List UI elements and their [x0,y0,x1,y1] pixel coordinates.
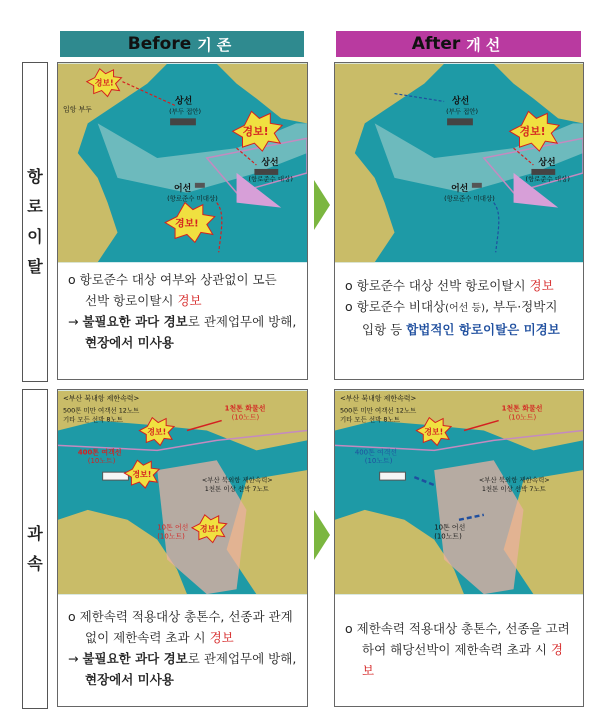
svg-text:상선: 상선 [452,96,470,107]
svg-text:경보!: 경보! [175,218,199,230]
svg-text:500톤 미만 여객선 12노트: 500톤 미만 여객선 12노트 [62,406,140,415]
panel-speed-before [57,389,308,707]
svg-text:(10노트): (10노트) [87,457,116,466]
speed-before-text: o 제한속력 적용대상 총톤수, 선종과 관계 없이 제한속력 초과 시 경보 → 불필요한 과다 경보로 관제업무에 방해, 현장에서 미사용 [68,609,297,687]
svg-text:(10노트): (10노트) [231,413,260,422]
svg-text:(10노트): (10노트) [508,413,537,422]
svg-text:경보!: 경보! [199,524,219,534]
svg-text:상선: 상선 [261,157,279,168]
route-after-text: o 항로준수 대상 선박 항로이탈시 경보 o 항로준수 비대상(어선 등), 부두·정박지 입항 등 합법적인 항로이탈은 미경보 [345,278,560,337]
next-arrow-icon-2 [314,510,330,560]
row-label-speeding: 과 속 [22,389,48,709]
svg-text:(부두 접안): (부두 접안) [169,107,202,116]
svg-text:기타 모든 선박 8노트: 기타 모든 선박 8노트 [339,415,400,424]
svg-text:1천톤 화물선: 1천톤 화물선 [501,404,543,413]
svg-text:(10노트): (10노트) [364,457,393,466]
before-header-en: Before [127,34,192,54]
svg-text:(항로준수 대상): (항로준수 대상) [525,174,570,183]
panel-speed-after [334,389,584,707]
before-header-ko: 기존 [197,35,237,54]
svg-text:경보!: 경보! [94,78,114,88]
svg-text:(항로준수 미대상): (항로준수 미대상) [444,194,495,203]
speed-map-after [335,390,583,595]
route-map-after [335,63,583,263]
panel-route-before [57,62,308,380]
merchant-label: 상선 [175,96,193,107]
svg-text:1천톤 이상 선박 7노트: 1천톤 이상 선박 7노트 [204,485,269,494]
ship-icon [380,472,406,480]
speed-map-before [58,390,307,595]
before-header [60,31,304,57]
svg-text:경보!: 경보! [132,470,152,480]
svg-text:400톤 여객선: 400톤 여객선 [77,448,122,457]
busan-inner-title: <부산 북내항 제한속력> [62,394,140,403]
svg-text:(항로준수 미대상): (항로준수 미대상) [167,194,218,203]
svg-text:기타 모든 선박 8노트: 기타 모든 선박 8노트 [62,415,123,424]
after-header [336,31,581,57]
svg-text:(10노트): (10노트) [434,532,462,541]
svg-text:(부두 접안): (부두 접안) [446,107,479,116]
svg-text:400톤 여객선: 400톤 여객선 [354,448,398,457]
panel-route-after [334,62,584,380]
svg-text:경보!: 경보! [424,427,444,437]
ship-icon [447,118,473,125]
svg-text:경보!: 경보! [242,125,269,139]
fishing-boat-label: 어선 [174,183,192,194]
svg-text:<부산 북외항 제한속력>: <부산 북외항 제한속력> [201,476,273,485]
svg-text:경보!: 경보! [519,125,546,139]
speed-after-text: o 제한속력 적용대상 총톤수, 선종을 고려 하여 해당선박이 제한속력 초과 시 경보 [345,621,570,678]
svg-text:어선: 어선 [451,183,469,194]
svg-text:10톤 어선: 10톤 어선 [434,523,466,532]
route-before-text: o 항로준수 대상 여부와 상관없이 모든 선박 항로이탈시 경보 → 불필요한 과다 경보로 관제업무에 방해, 현장에서 미사용 [68,272,297,350]
svg-text:상선: 상선 [538,157,556,168]
svg-text:<부산 북외항 제한속력>: <부산 북외항 제한속력> [478,476,550,485]
svg-text:(항로준수 대상): (항로준수 대상) [248,174,293,183]
after-header-ko: 개선 [466,35,506,54]
svg-text:500톤 미만 여객선 12노트: 500톤 미만 여객선 12노트 [339,406,417,415]
after-header-en: After [411,34,461,54]
svg-text:(10노트): (10노트) [157,532,185,541]
route-map-before [58,63,307,263]
svg-text:1천톤 이상 선박 7노트: 1천톤 이상 선박 7노트 [481,485,546,494]
entry-pier-label: 입항 부두 [62,105,92,114]
next-arrow-icon-1 [314,180,330,230]
svg-text:경보!: 경보! [147,427,167,437]
svg-text:1천톤 화물선: 1천톤 화물선 [224,404,266,413]
svg-text:10톤 어선: 10톤 어선 [157,523,189,532]
svg-text:<부산 북내항 제한속력>: <부산 북내항 제한속력> [339,394,417,403]
row-label-route-deviation: 항 로 이 탈 [22,62,48,382]
ship-icon [170,118,196,125]
